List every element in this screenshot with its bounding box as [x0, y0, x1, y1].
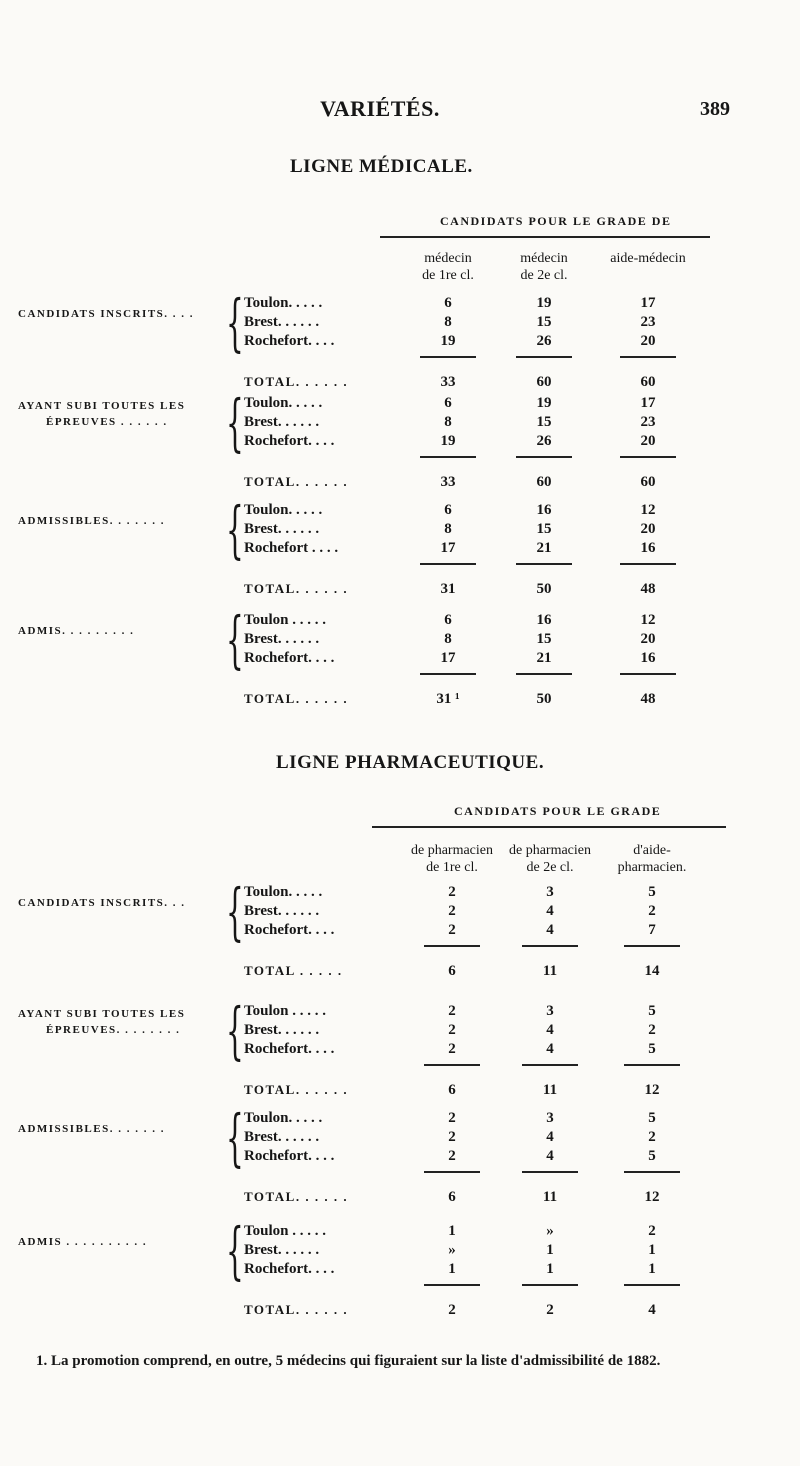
cell-value: 17: [640, 395, 656, 411]
cell-value: 26: [536, 433, 552, 449]
subtotal-rule: [620, 456, 676, 458]
column-header-medicale: [588, 250, 708, 267]
cell-value: 5: [648, 1003, 656, 1019]
cell-value: 5: [648, 884, 656, 900]
header-rule-pharma: [372, 826, 726, 828]
row-label: Brest. . . . . .: [244, 1129, 320, 1145]
cell-value: 19: [536, 295, 552, 311]
brace: {: [226, 1101, 244, 1174]
cell-value: 3: [546, 884, 554, 900]
column-header-line: de 1re cl.: [422, 268, 474, 283]
cell-value: 23: [640, 314, 656, 330]
group-label-pharma: [18, 895, 186, 911]
cell-value: 6: [444, 295, 452, 311]
cell-value: 2: [448, 1022, 456, 1038]
brace: {: [226, 603, 244, 676]
row-label: Brest. . . . . .: [244, 1242, 320, 1258]
row-label: Rochefort. . . .: [244, 333, 335, 349]
group-label-line: ADMISSIBLES. . . . . . .: [18, 1123, 165, 1135]
group-label-line: AYANT SUBI TOUTES LES: [18, 400, 186, 412]
cell-value: 2: [448, 1041, 456, 1057]
column-header-line: d'aide-: [633, 843, 671, 858]
cell-value: 20: [640, 521, 656, 537]
column-header-line: médecin: [520, 251, 568, 266]
total-value: 11: [542, 1082, 558, 1098]
subtotal-rule: [420, 563, 476, 565]
total-value: 60: [640, 474, 656, 490]
total-value: 12: [644, 1082, 660, 1098]
subtotal-rule: [620, 563, 676, 565]
total-label: TOTAL. . . . . .: [244, 691, 349, 706]
cell-value: 1: [546, 1261, 554, 1277]
brace: {: [226, 286, 244, 359]
column-header-line: de pharmacien: [508, 843, 591, 858]
subtotal-rule: [522, 1171, 578, 1173]
total-value: 60: [536, 374, 552, 390]
cell-value: 2: [448, 1148, 456, 1164]
total-value: 14: [644, 963, 660, 979]
subtotal-rule: [516, 356, 572, 358]
column-header-line: de 1re cl.: [426, 860, 478, 875]
cell-value: 1: [648, 1242, 656, 1258]
group-label-medicale: [18, 513, 165, 529]
cell-value: 8: [444, 521, 452, 537]
subtotal-rule: [424, 1064, 480, 1066]
column-header-line: de 2e cl.: [520, 268, 568, 283]
row-label: Rochefort. . . .: [244, 1041, 335, 1057]
group-label-line: ÉPREUVES . . . . . .: [46, 416, 168, 428]
cell-value: 21: [536, 650, 552, 666]
total-label: TOTAL. . . . . .: [244, 374, 349, 389]
total-label: TOTAL. . . . . .: [244, 581, 349, 596]
cell-value: 2: [648, 1022, 656, 1038]
column-header-medicale: [484, 250, 604, 284]
candidates-header-pharma: CANDIDATS POUR LE GRADE: [454, 804, 662, 818]
group-label-pharma: [18, 1234, 147, 1250]
group-label-line: AYANT SUBI TOUTES LES: [18, 1008, 186, 1020]
total-value: 48: [640, 581, 656, 597]
candidates-header-medicale: CANDIDATS POUR LE GRADE DE: [440, 214, 672, 228]
brace: {: [226, 386, 244, 459]
cell-value: 15: [536, 414, 552, 430]
total-value: 31 ¹: [436, 691, 460, 707]
cell-value: »: [448, 1242, 456, 1258]
cell-value: 16: [640, 540, 656, 556]
subtotal-rule: [522, 1284, 578, 1286]
column-header-line: de pharmacien: [410, 843, 493, 858]
row-label: Rochefort . . . .: [244, 540, 339, 556]
row-label: Brest. . . . . .: [244, 903, 320, 919]
total-value: 50: [536, 691, 552, 707]
subtotal-rule: [424, 945, 480, 947]
cell-value: 2: [448, 1110, 456, 1126]
cell-value: 6: [444, 502, 452, 518]
column-header-line: de 2e cl.: [526, 860, 574, 875]
section-title-medicale: LIGNE MÉDICALE.: [290, 156, 473, 177]
brace: {: [226, 1214, 244, 1287]
subtotal-rule: [516, 456, 572, 458]
brace: {: [226, 875, 244, 948]
row-label: Rochefort. . . .: [244, 1148, 335, 1164]
cell-value: 8: [444, 631, 452, 647]
row-label: Toulon. . . . .: [244, 1110, 323, 1126]
brace: {: [226, 994, 244, 1067]
cell-value: 19: [440, 433, 456, 449]
cell-value: 4: [546, 1022, 554, 1038]
cell-value: 20: [640, 333, 656, 349]
total-value: 6: [448, 1189, 456, 1205]
cell-value: 5: [648, 1148, 656, 1164]
cell-value: »: [546, 1223, 554, 1239]
row-label: Brest. . . . . .: [244, 1022, 320, 1038]
cell-value: 16: [536, 612, 552, 628]
cell-value: 4: [546, 903, 554, 919]
row-label: Brest. . . . . .: [244, 631, 320, 647]
group-label-line: ÉPREUVES. . . . . . . .: [46, 1024, 181, 1036]
total-value: 33: [440, 374, 456, 390]
cell-value: 19: [536, 395, 552, 411]
subtotal-rule: [516, 673, 572, 675]
row-label: Rochefort. . . .: [244, 922, 335, 938]
cell-value: 5: [648, 1110, 656, 1126]
cell-value: 5: [648, 1041, 656, 1057]
total-value: 12: [644, 1189, 660, 1205]
cell-value: 20: [640, 631, 656, 647]
subtotal-rule: [620, 673, 676, 675]
subtotal-rule: [424, 1284, 480, 1286]
row-label: Rochefort. . . .: [244, 433, 335, 449]
subtotal-rule: [620, 356, 676, 358]
cell-value: 19: [440, 333, 456, 349]
column-header-line: aide-médecin: [610, 251, 686, 266]
group-label-pharma: [18, 1121, 165, 1137]
cell-value: 1: [648, 1261, 656, 1277]
cell-value: 4: [546, 1129, 554, 1145]
row-label: Toulon. . . . .: [244, 295, 323, 311]
total-value: 60: [536, 474, 552, 490]
total-label: TOTAL. . . . . .: [244, 1082, 349, 1097]
total-label: TOTAL. . . . . .: [244, 474, 349, 489]
cell-value: 4: [546, 1148, 554, 1164]
group-label-line: CANDIDATS INSCRITS. . .: [18, 897, 186, 909]
cell-value: 23: [640, 414, 656, 430]
group-label-line: ADMISSIBLES. . . . . . .: [18, 515, 165, 527]
total-label: TOTAL. . . . . .: [244, 1302, 349, 1317]
total-value: 60: [640, 374, 656, 390]
row-label: Rochefort. . . .: [244, 650, 335, 666]
subtotal-rule: [516, 563, 572, 565]
total-value: 2: [448, 1302, 456, 1318]
footnote: 1. La promotion comprend, en outre, 5 médecins qui figuraient sur la liste d'admissibilité de 1882.: [36, 1353, 661, 1369]
total-value: 31: [440, 581, 456, 597]
cell-value: 8: [444, 314, 452, 330]
total-label: TOTAL . . . . .: [244, 963, 343, 978]
cell-value: 1: [448, 1261, 456, 1277]
subtotal-rule: [420, 456, 476, 458]
cell-value: 2: [648, 1129, 656, 1145]
cell-value: 2: [648, 903, 656, 919]
row-label: Toulon . . . . .: [244, 612, 326, 628]
subtotal-rule: [624, 1284, 680, 1286]
cell-value: 1: [448, 1223, 456, 1239]
subtotal-rule: [624, 945, 680, 947]
cell-value: 20: [640, 433, 656, 449]
row-label: Toulon. . . . .: [244, 502, 323, 518]
group-label-medicale: [18, 306, 194, 322]
cell-value: 17: [440, 650, 456, 666]
cell-value: 2: [448, 922, 456, 938]
cell-value: 15: [536, 631, 552, 647]
total-value: 2: [546, 1302, 554, 1318]
row-label: Rochefort. . . .: [244, 1261, 335, 1277]
section-title-pharma: LIGNE PHARMACEUTIQUE.: [276, 752, 545, 773]
cell-value: 15: [536, 314, 552, 330]
total-value: 33: [440, 474, 456, 490]
column-header-line: pharmacien.: [617, 860, 687, 875]
cell-value: 8: [444, 414, 452, 430]
cell-value: 1: [546, 1242, 554, 1258]
cell-value: 2: [648, 1223, 656, 1239]
cell-value: 15: [536, 521, 552, 537]
subtotal-rule: [420, 356, 476, 358]
cell-value: 16: [536, 502, 552, 518]
subtotal-rule: [624, 1064, 680, 1066]
column-header-line: médecin: [424, 251, 472, 266]
group-label-medicale: [18, 623, 134, 639]
total-value: 6: [448, 963, 456, 979]
total-value: 6: [448, 1082, 456, 1098]
group-label-line: ADMIS. . . . . . . . .: [18, 625, 135, 637]
cell-value: 7: [648, 922, 656, 938]
subtotal-rule: [424, 1171, 480, 1173]
row-label: Toulon . . . . .: [244, 1223, 326, 1239]
row-label: Brest. . . . . .: [244, 521, 320, 537]
subtotal-rule: [522, 945, 578, 947]
cell-value: 2: [448, 1003, 456, 1019]
total-value: 50: [536, 581, 552, 597]
cell-value: 12: [640, 502, 656, 518]
cell-value: 12: [640, 612, 656, 628]
total-value: 48: [640, 691, 656, 707]
running-header: VARIÉTÉS.: [320, 96, 440, 121]
total-value: 11: [542, 1189, 558, 1205]
cell-value: 17: [440, 540, 456, 556]
cell-value: 6: [444, 395, 452, 411]
cell-value: 2: [448, 1129, 456, 1145]
cell-value: 21: [536, 540, 552, 556]
total-label: TOTAL. . . . . .: [244, 1189, 349, 1204]
group-label-line: CANDIDATS INSCRITS. . . .: [18, 308, 195, 320]
row-label: Toulon. . . . .: [244, 884, 323, 900]
cell-value: 2: [448, 903, 456, 919]
subtotal-rule: [420, 673, 476, 675]
brace: {: [226, 493, 244, 566]
subtotal-rule: [624, 1171, 680, 1173]
total-value: 4: [648, 1302, 656, 1318]
total-value: 11: [542, 963, 558, 979]
page-number: 389: [700, 98, 730, 120]
cell-value: 2: [448, 884, 456, 900]
row-label: Brest. . . . . .: [244, 414, 320, 430]
row-label: Toulon . . . . .: [244, 1003, 326, 1019]
row-label: Toulon. . . . .: [244, 395, 323, 411]
column-header-pharma: [592, 842, 712, 876]
cell-value: 16: [640, 650, 656, 666]
cell-value: 4: [546, 1041, 554, 1057]
cell-value: 4: [546, 922, 554, 938]
row-label: Brest. . . . . .: [244, 314, 320, 330]
subtotal-rule: [522, 1064, 578, 1066]
cell-value: 17: [640, 295, 656, 311]
group-label-line: ADMIS . . . . . . . . . .: [18, 1236, 148, 1248]
cell-value: 3: [546, 1110, 554, 1126]
cell-value: 6: [444, 612, 452, 628]
header-rule-medicale: [380, 236, 710, 238]
group-label-pharma: [18, 1006, 185, 1038]
cell-value: 3: [546, 1003, 554, 1019]
group-label-medicale: [18, 398, 185, 430]
cell-value: 26: [536, 333, 552, 349]
